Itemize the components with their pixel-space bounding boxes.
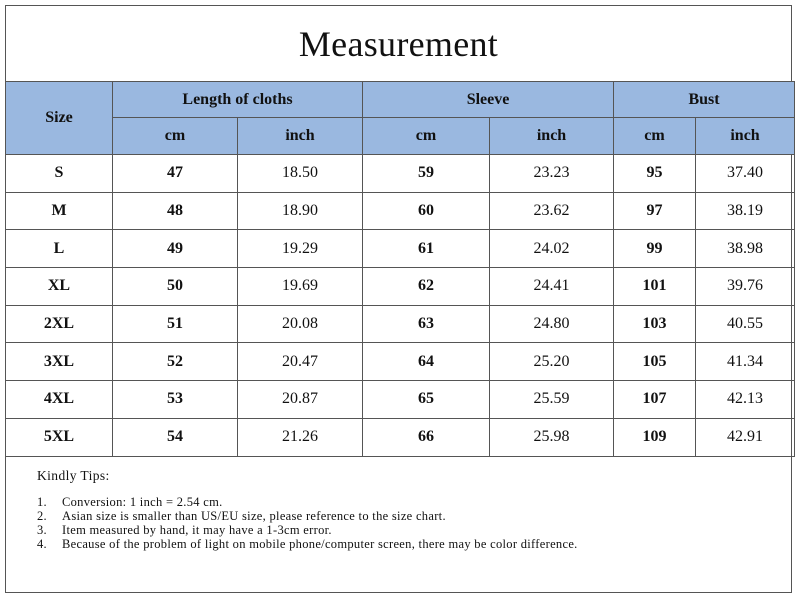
size-cell: XL — [6, 268, 113, 306]
sleeve-inch-cell: 24.02 — [490, 230, 614, 268]
length-inch-cell: 20.47 — [238, 343, 363, 381]
sleeve-inch-cell: 24.41 — [490, 268, 614, 306]
length-cm-cell: 49 — [113, 230, 238, 268]
table-row — [6, 155, 795, 193]
measurement-card — [5, 5, 792, 593]
sleeve-inch-header: inch — [490, 118, 614, 155]
tip-number: 4. — [37, 537, 47, 551]
sleeve-cm-cell: 66 — [363, 418, 490, 456]
length-cm-cell: 47 — [113, 155, 238, 193]
sleeve-cm-cell: 65 — [363, 381, 490, 419]
bust-cm-cell: 97 — [614, 192, 696, 230]
size-cell: 2XL — [6, 305, 113, 343]
length-inch-cell: 21.26 — [238, 418, 363, 456]
tip-text: Because of the problem of light on mobile phone/computer screen, there may be color difference. — [62, 537, 578, 551]
sleeve-inch-cell: 25.20 — [490, 343, 614, 381]
tip-number: 2. — [37, 509, 47, 523]
table-row — [6, 381, 795, 419]
bust-cm-header: cm — [614, 118, 696, 155]
sleeve-inch-cell: 23.62 — [490, 192, 614, 230]
bust-inch-cell: 42.13 — [696, 381, 795, 419]
table-row — [6, 343, 795, 381]
sleeve-cm-cell: 63 — [363, 305, 490, 343]
sleeve-cm-cell: 64 — [363, 343, 490, 381]
bust-cm-cell: 107 — [614, 381, 696, 419]
length-cm-cell: 54 — [113, 418, 238, 456]
sleeve-cm-cell: 62 — [363, 268, 490, 306]
length-cm-cell: 51 — [113, 305, 238, 343]
tip-item — [37, 495, 777, 509]
tip-text: Asian size is smaller than US/EU size, please reference to the size chart. — [62, 509, 446, 523]
sleeve-inch-cell: 23.23 — [490, 155, 614, 193]
sleeve-cm-header: cm — [363, 118, 490, 155]
sleeve-cm-cell: 60 — [363, 192, 490, 230]
sleeve-inch-cell: 24.80 — [490, 305, 614, 343]
sleeve-inch-cell: 25.98 — [490, 418, 614, 456]
tip-text: Item measured by hand, it may have a 1-3cm error. — [62, 523, 332, 537]
table-row — [6, 305, 795, 343]
sleeve-cm-cell: 59 — [363, 155, 490, 193]
tip-number: 1. — [37, 495, 47, 509]
page-title: Measurement — [298, 23, 499, 64]
size-cell: S — [6, 155, 113, 193]
bust-cm-cell: 103 — [614, 305, 696, 343]
table-row — [6, 418, 795, 456]
length-inch-cell: 18.90 — [238, 192, 363, 230]
tip-item — [37, 509, 777, 523]
bust-inch-cell: 41.34 — [696, 343, 795, 381]
table-row — [6, 192, 795, 230]
bust-cm-cell: 109 — [614, 418, 696, 456]
bust-cm-cell: 99 — [614, 230, 696, 268]
length-inch-header: inch — [238, 118, 363, 155]
table-row — [6, 230, 795, 268]
tip-text: Conversion: 1 inch = 2.54 cm. — [62, 495, 223, 509]
size-cell: M — [6, 192, 113, 230]
tips-list — [37, 495, 777, 551]
bust-group-header: Bust — [614, 82, 795, 118]
length-inch-cell: 20.08 — [238, 305, 363, 343]
bust-inch-cell: 37.40 — [696, 155, 795, 193]
length-cm-header: cm — [113, 118, 238, 155]
size-column-header: Size — [6, 82, 113, 155]
tip-item — [37, 537, 777, 551]
length-inch-cell: 18.50 — [238, 155, 363, 193]
bust-inch-cell: 39.76 — [696, 268, 795, 306]
size-cell: L — [6, 230, 113, 268]
sleeve-inch-cell: 25.59 — [490, 381, 614, 419]
bust-inch-cell: 42.91 — [696, 418, 795, 456]
size-cell: 5XL — [6, 418, 113, 456]
bust-cm-cell: 105 — [614, 343, 696, 381]
tip-number: 3. — [37, 523, 47, 537]
bust-inch-cell: 40.55 — [696, 305, 795, 343]
size-cell: 4XL — [6, 381, 113, 419]
size-cell: 3XL — [6, 343, 113, 381]
length-inch-cell: 20.87 — [238, 381, 363, 419]
length-cm-cell: 53 — [113, 381, 238, 419]
length-cm-cell: 48 — [113, 192, 238, 230]
kindly-tips — [37, 469, 777, 551]
tip-item — [37, 523, 777, 537]
size-table-body — [6, 155, 795, 457]
length-inch-cell: 19.29 — [238, 230, 363, 268]
bust-inch-cell: 38.19 — [696, 192, 795, 230]
sleeve-group-header: Sleeve — [363, 82, 614, 118]
bust-inch-cell: 38.98 — [696, 230, 795, 268]
length-cm-cell: 52 — [113, 343, 238, 381]
bust-inch-header: inch — [696, 118, 795, 155]
length-group-header: Length of cloths — [113, 82, 363, 118]
size-chart-table — [5, 81, 795, 457]
title-box — [6, 6, 791, 81]
length-cm-cell: 50 — [113, 268, 238, 306]
bust-cm-cell: 95 — [614, 155, 696, 193]
table-row — [6, 268, 795, 306]
length-inch-cell: 19.69 — [238, 268, 363, 306]
sleeve-cm-cell: 61 — [363, 230, 490, 268]
bust-cm-cell: 101 — [614, 268, 696, 306]
tips-title: Kindly Tips: — [37, 468, 110, 483]
